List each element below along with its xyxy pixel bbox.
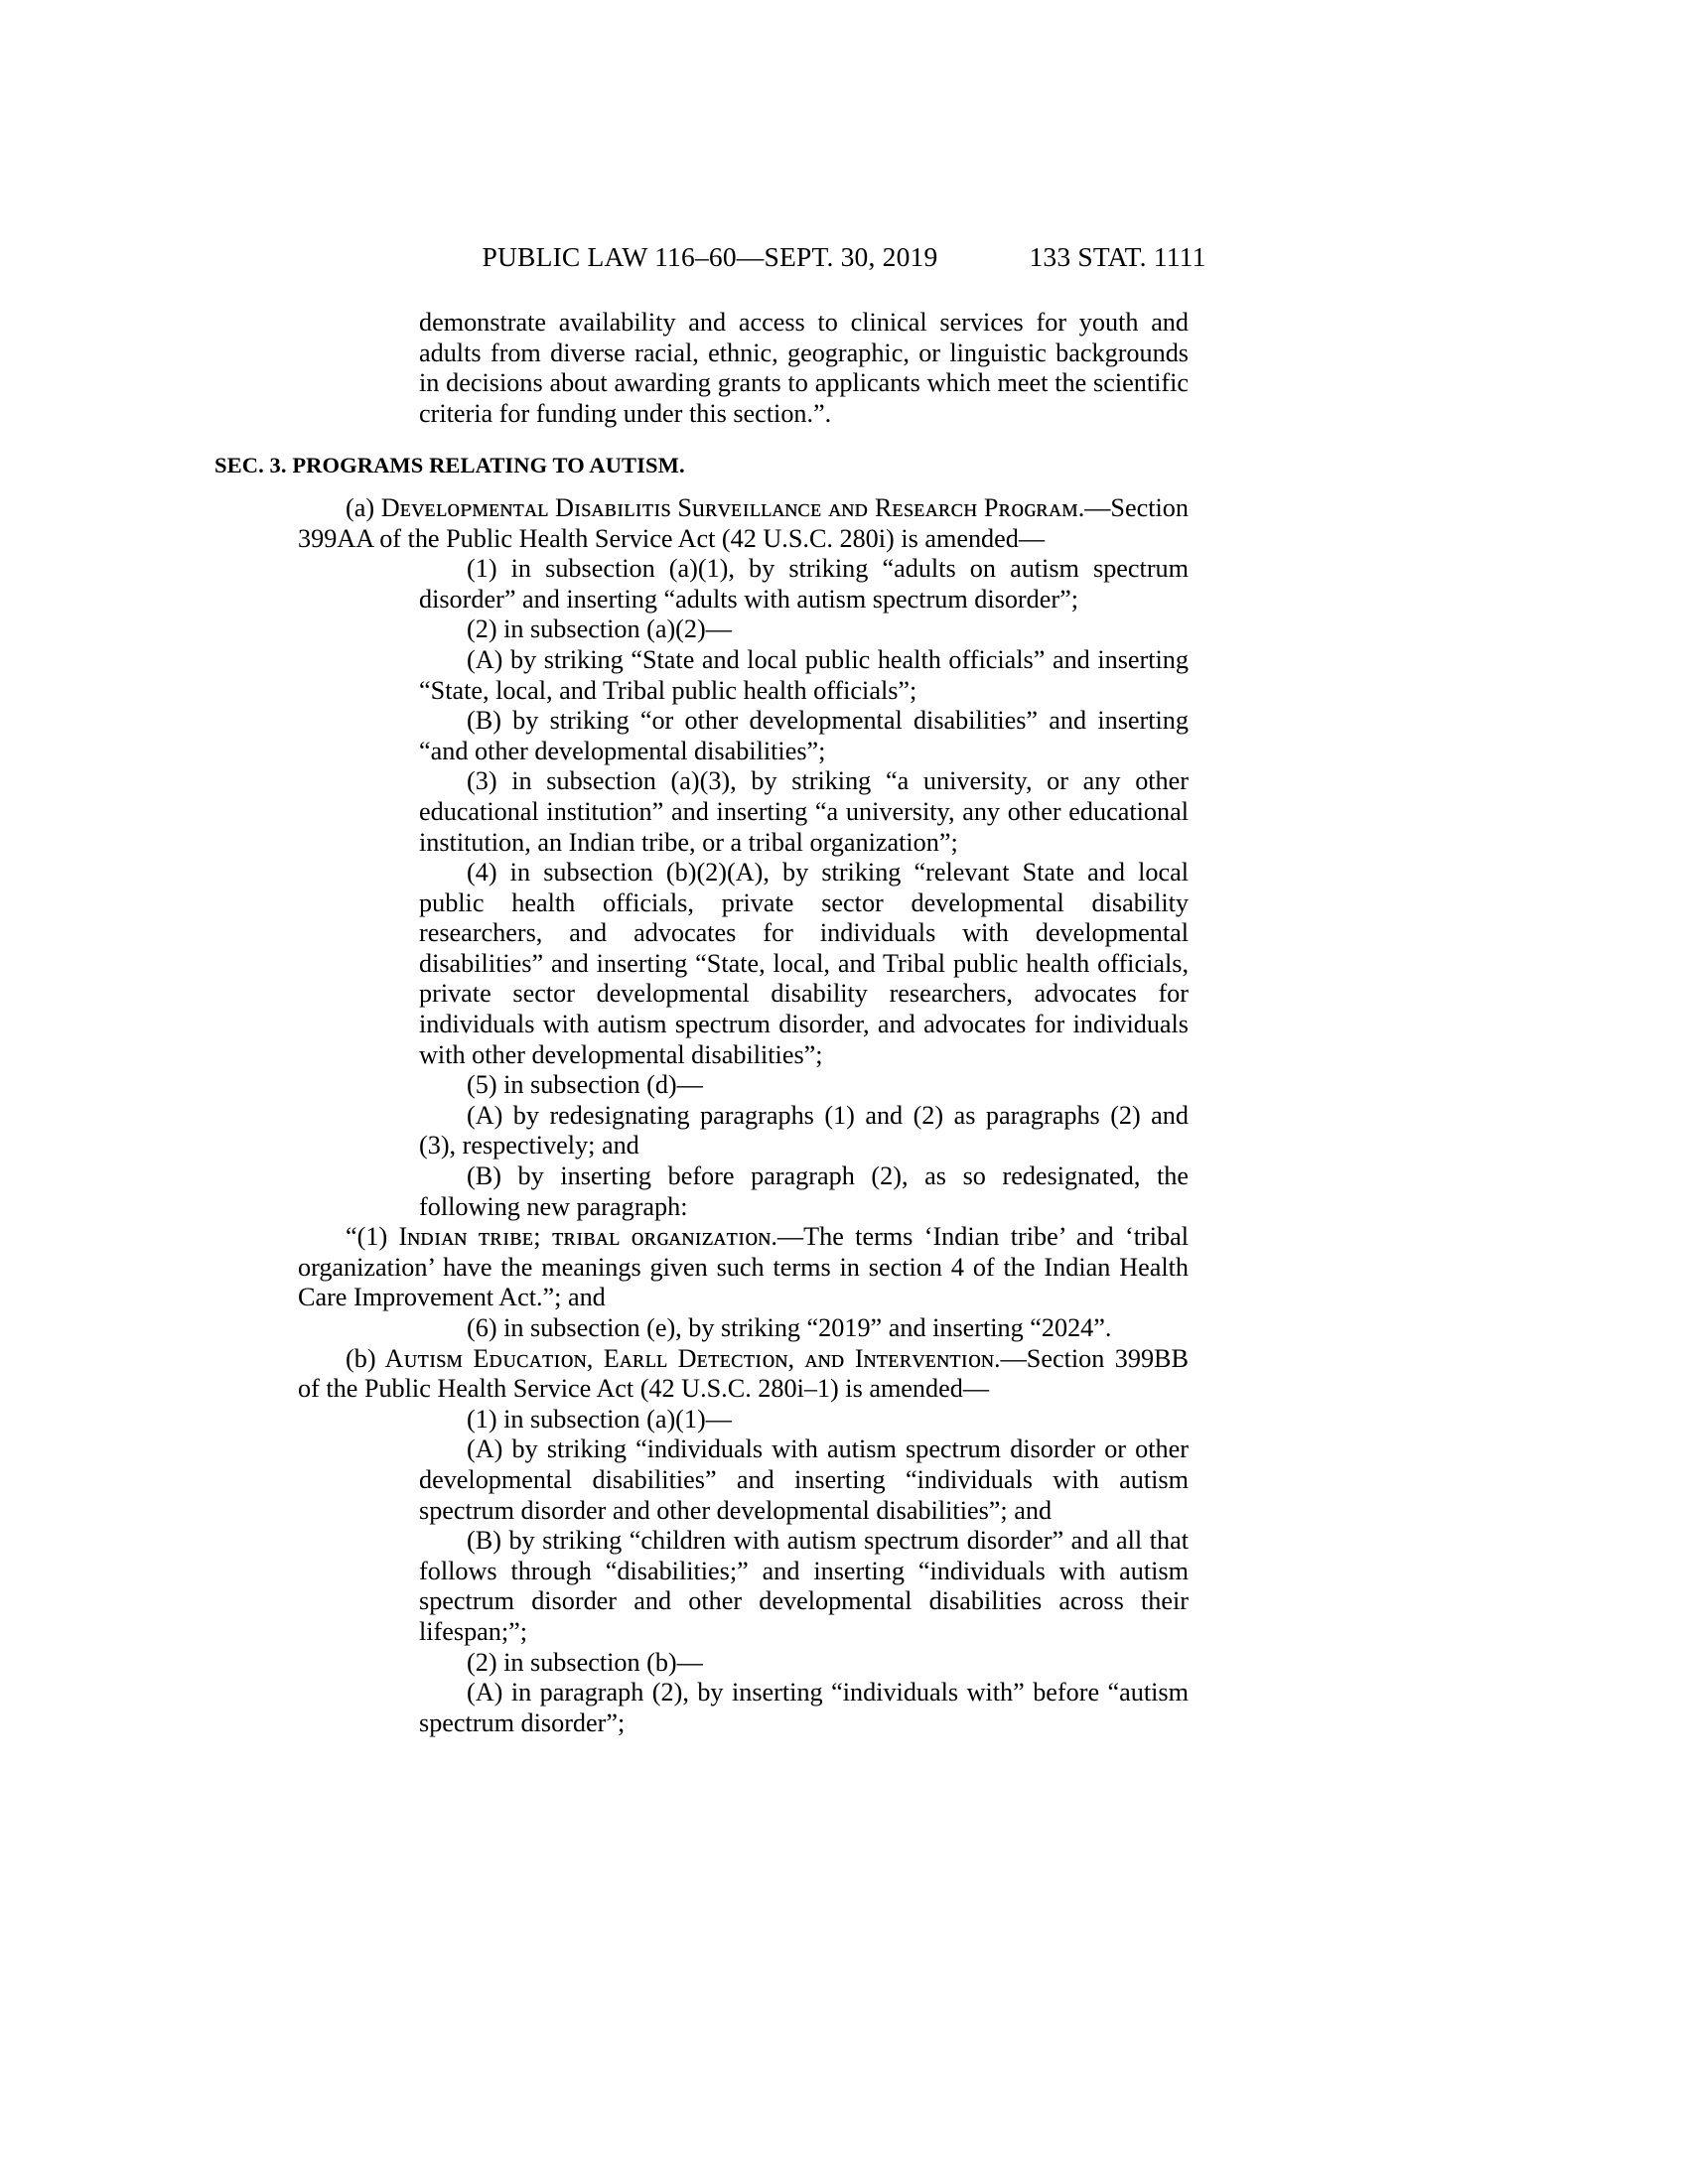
list-item-5-subitems	[419, 1101, 1189, 1222]
b-list-item-1-subitems	[419, 1434, 1189, 1647]
list-item-2-subitems	[419, 645, 1189, 766]
list-item-5B: (B) by inserting before paragraph (2), as so redesignated, the following new paragraph:	[419, 1161, 1189, 1221]
list-item-3: (3) in subsection (a)(3), by striking “a university, or any other educational institution” and inserting “a university, any other educational institution, an Indian tribe, or a tribal organization”;	[419, 766, 1189, 857]
header-law-citation: PUBLIC LAW 116–60—SEPT. 30, 2019	[482, 241, 938, 272]
list-item-2: (2) in subsection (a)(2)—	[467, 614, 732, 644]
opening-paragraph: demonstrate availability and access to clinical services for youth and adults from diverse racial, ethnic, geographic, or linguistic backgrounds in decisions about awarding grants to applicants which meet the scientific criteria for funding under this section.”.	[419, 308, 1189, 428]
list-item-5: (5) in subsection (d)—	[467, 1070, 703, 1100]
list-item-5A: (A) by redesignating paragraphs (1) and (2) as paragraphs (2) and (3), respectively; and	[419, 1100, 1189, 1160]
b-list-item-1-block	[419, 1405, 1189, 1435]
b-list-item-2-subitems	[419, 1678, 1189, 1738]
subsection-a-lead: (a) Dᴇᴠᴇʟᴏᴘᴍᴇɴᴛᴀʟ Dɪsᴀʙɪʟɪᴛɪs Suʀᴠᴇɪʟʟᴀɴᴄᴇ ᴀɴᴅ Rᴇsᴇᴀʀᴄʜ Pʀᴏɢʀᴀᴍ.—Section 399AA of the Public Health Service Act (42 U.S.C. 280i) is amended—	[298, 492, 1189, 553]
b-list-item-1A: (A) by striking “individuals with autism spectrum disorder or other developmental disabilities” and inserting “individuals with autism spectrum disorder and other developmental disabilities”; and	[419, 1434, 1189, 1525]
opening-paragraph-block	[419, 308, 1189, 429]
list-item-1-block	[419, 554, 1189, 645]
b-list-item-2-block	[419, 1648, 1189, 1679]
subsection-b-lead: (b) Aᴜᴛɪsᴍ Eᴅᴜᴄᴀᴛɪᴏɴ, Eᴀʀʟʟ Dᴇᴛᴇᴄᴛɪᴏɴ, ᴀɴᴅ Iɴᴛᴇʀᴠᴇɴᴛɪᴏɴ.—Section 399BB of the Public Health Service Act (42 U.S.C. 280i–1) is amended—	[298, 1343, 1189, 1404]
page-header	[0, 241, 1688, 273]
list-item-1: (1) in subsection (a)(1), by striking “adults on autism spectrum disorder” and inserting “adults with autism spectrum disorder”;	[419, 554, 1189, 614]
list-item-6: (6) in subsection (e), by striking “2019” and inserting “2024”.	[467, 1313, 1112, 1342]
quoted-paragraph-1: “(1) Iɴᴅɪᴀɴ ᴛʀɪʙᴇ; ᴛʀɪʙᴀʟ ᴏʀɢᴀɴɪzᴀᴛɪᴏɴ.—The terms ‘Indian tribe’ and ‘tribal organization’ have the meanings given such terms in section 4 of the Indian Health Care Improvement Act.”; and	[298, 1222, 1189, 1312]
b-list-item-2: (2) in subsection (b)—	[467, 1647, 703, 1677]
header-statute-page: 133 STAT. 1111	[1029, 241, 1206, 272]
document-body	[214, 308, 1189, 1738]
list-item-4: (4) in subsection (b)(2)(A), by striking “relevant State and local public health officials, private sector developmental disability researchers, and advocates for individuals with developmental disabilities” and inserting “State, local, and Tribal public health officials, private sector developmental disability researchers, advocates for individuals with autism spectrum disorder, and advocates for individuals with other developmental disabilities”;	[419, 858, 1189, 1069]
b-list-item-2A: (A) in paragraph (2), by inserting “individuals with” before “autism spectrum disorder”;	[419, 1678, 1189, 1737]
b-list-item-1: (1) in subsection (a)(1)—	[467, 1404, 732, 1433]
list-item-3-block	[419, 766, 1189, 1101]
b-list-item-1B: (B) by striking “children with autism spectrum disorder” and all that follows through “disabilities;” and inserting “individuals with autism spectrum disorder and other developmental disabilities across their lifespan;”;	[419, 1526, 1189, 1646]
section-heading: SEC. 3. PROGRAMS RELATING TO AUTISM.	[214, 453, 685, 478]
list-item-6-block	[419, 1313, 1189, 1344]
list-item-2B: (B) by striking “or other developmental disabilities” and inserting “and other developmental disabilities”;	[419, 706, 1189, 765]
list-item-2A: (A) by striking “State and local public health officials” and inserting “State, local, and Tribal public health officials”;	[419, 644, 1189, 705]
